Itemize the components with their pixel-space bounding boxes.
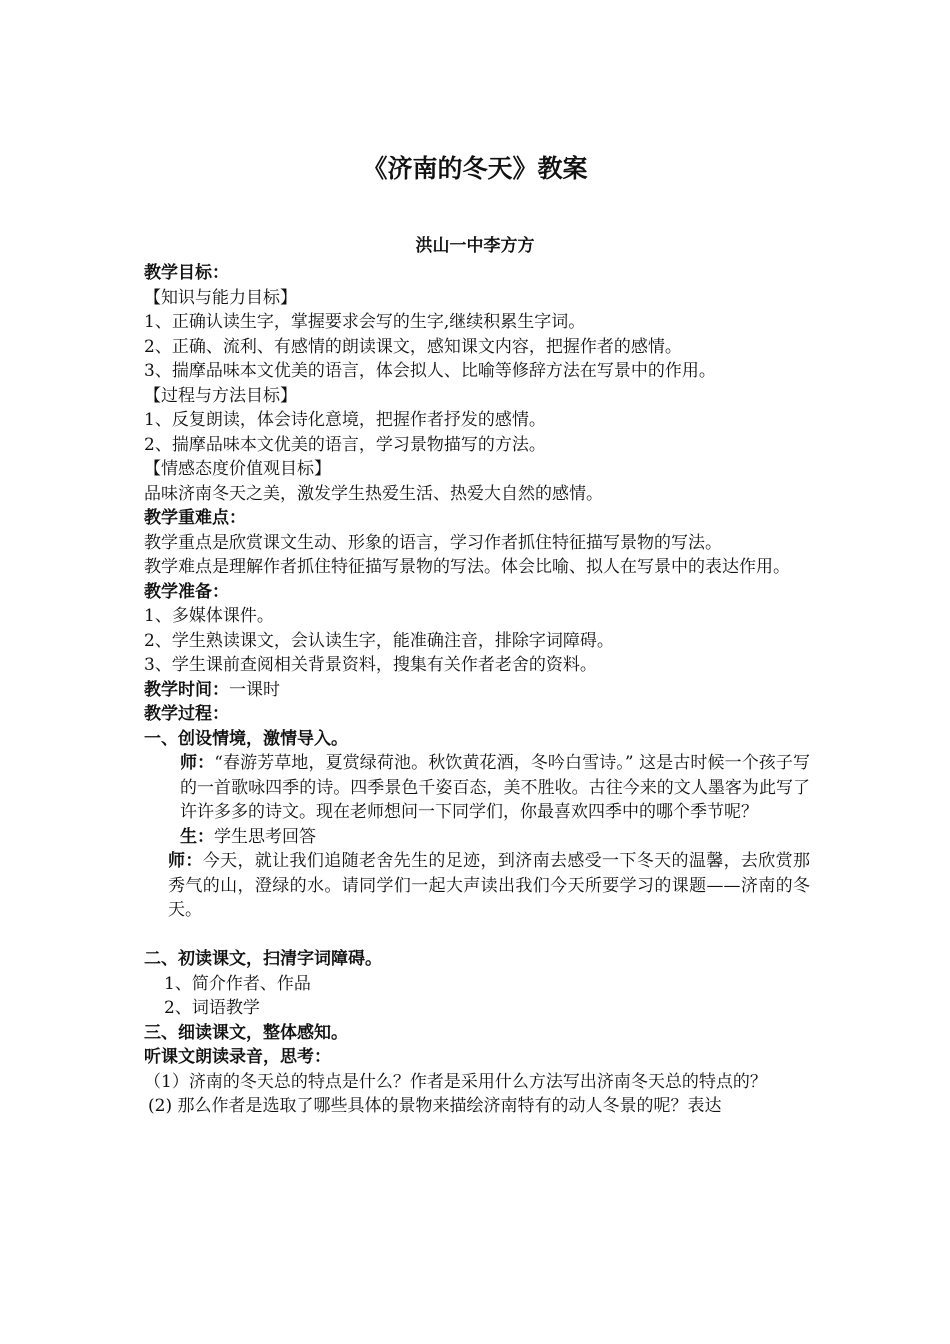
time-value: 一课时	[229, 679, 280, 700]
emotion-heading: 【情感态度价值观目标】	[144, 459, 331, 479]
teacher-text: “春游芳草地，夏赏绿荷池。秋饮黄花酒，冬吟白雪诗。” 这是古时候一个孩子写的一首歌咏四季的诗。四季景色千姿百态，美不胜收。古往今来的文人墨客为此写了许许多多的诗文。现在老师想问一下同学们，你最喜欢四季中的哪个季节呢？	[180, 753, 810, 822]
time-line	[144, 678, 810, 703]
keypoint-text: 教学重点是欣赏课文生动、形象的语言，学习作者抓住特征描写景物的写法。	[144, 532, 722, 553]
prep-heading: 教学准备：	[144, 581, 229, 602]
step2-item: 2、词语教学	[164, 998, 260, 1018]
knowledge-item: 2、正确、流利、有感情的朗读课文，感知课文内容，把握作者的感情。	[144, 336, 682, 357]
question-1: （1）济南的冬天总的特点是什么？作者是采用什么方法写出济南冬天总的特点的？	[144, 1071, 767, 1092]
process-item: 1、反复朗读，体会诗化意境，把握作者抒发的感情。	[144, 410, 546, 430]
keypoints-heading: 教学重难点：	[144, 508, 246, 528]
author-line: 洪山一中李方方	[415, 236, 535, 256]
goals-heading: 教学目标：	[144, 263, 229, 283]
teacher-label: 师：	[168, 851, 203, 871]
process-item: 2、揣摩品味本文优美的语言，学习景物描写的方法。	[144, 434, 546, 455]
procedure-heading: 教学过程：	[144, 704, 229, 724]
teacher-paragraph-1	[144, 751, 810, 825]
emotion-text: 品味济南冬天之美，激发学生热爱生活、热爱大自然的感情。	[144, 483, 603, 504]
student-text: 学生思考回答	[214, 826, 316, 847]
question-2: (2) 那么作者是选取了哪些具体的景物来描绘济南特有的动人冬景的呢？表达	[148, 1096, 722, 1116]
knowledge-item: 1、正确认读生字，掌握要求会写的生字,继续积累生字词。	[144, 312, 586, 332]
student-line	[144, 825, 810, 850]
time-label: 教学时间：	[144, 679, 229, 700]
teacher-label: 师：	[180, 753, 215, 773]
teacher-paragraph-2	[144, 849, 810, 923]
teacher-text: 今天，就让我们追随老舍先生的足迹，到济南去感受一下冬天的温馨，去欣赏那秀气的山，澄绿的水。请同学们一起大声读出我们今天所要学习的课题——济南的冬天。	[168, 851, 811, 920]
step2-heading: 二、初读课文，扫清字词障碍。	[144, 949, 382, 969]
difficulty-text: 教学难点是理解作者抓住特征描写景物的写法。体会比喻、拟人在写景中的表达作用。	[144, 557, 790, 577]
knowledge-item: 3、揣摩品味本文优美的语言，体会拟人、比喻等修辞方法在写景中的作用。	[144, 361, 716, 381]
knowledge-heading: 【知识与能力目标】	[144, 287, 297, 308]
process-heading: 【过程与方法目标】	[144, 385, 297, 406]
step1-heading: 一、创设情境，激情导入。	[144, 728, 348, 749]
prep-item: 1、多媒体课件。	[144, 606, 274, 626]
prep-item: 2、学生熟读课文，会认读生字，能准确注音，排除字词障碍。	[144, 630, 614, 651]
spacer	[144, 923, 810, 948]
document-body	[144, 261, 810, 1119]
document-title: 《济南的冬天》教案	[362, 154, 588, 183]
student-label: 生：	[180, 826, 214, 847]
step3-heading: 三、细读课文，整体感知。	[144, 1022, 348, 1043]
prep-item: 3、学生课前查阅相关背景资料，搜集有关作者老舍的资料。	[144, 655, 597, 675]
step2-item: 1、简介作者、作品	[164, 973, 311, 994]
listen-heading: 听课文朗读录音，思考：	[144, 1047, 331, 1067]
